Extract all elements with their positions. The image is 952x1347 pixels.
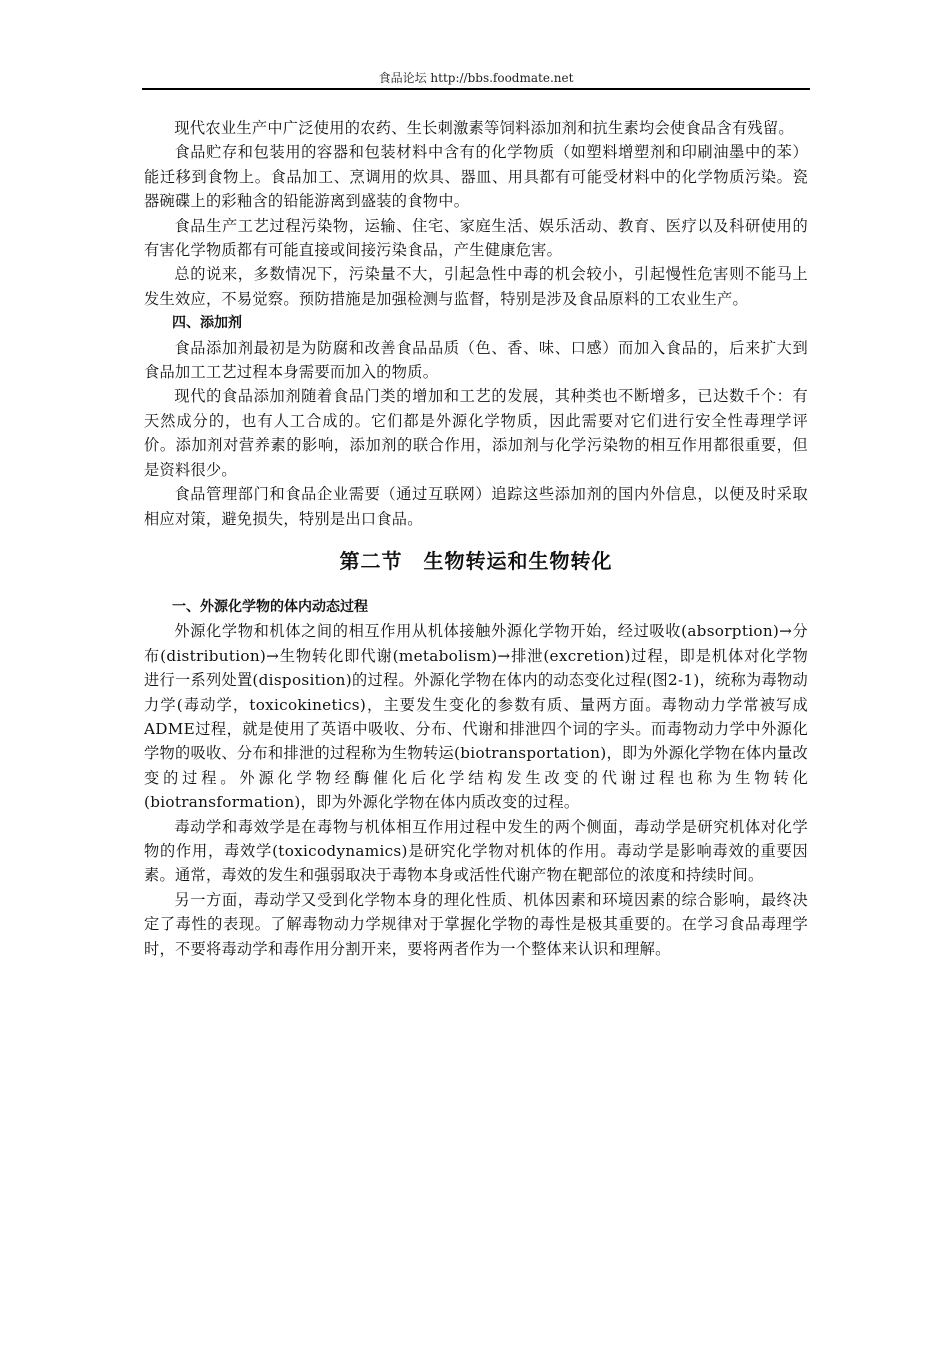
header-divider xyxy=(142,88,810,90)
paragraph-additives-modern: 现代的食品添加剂随着食品门类的增加和工艺的发展，其种类也不断增多，已达数千个：有天然成分的，也有人工合成的。它们都是外源化学物质，因此需要对它们进行安全性毒理学评价。添加剂对营养素的影响，添加剂的联合作用，添加剂与化学污染物的相互作用都很重要，但是资料很少。 xyxy=(144,387,808,479)
paragraph-toxicokinetics-toxicodynamics: 毒动学和毒效学是在毒物与机体相互作用过程中发生的两个侧面，毒动学是研究机体对化学物的作用，毒效学(toxicodynamics)是研究化学物对机体的作用。毒动学是影响毒效的重要因素。通常，毒效的发生和强弱取决于毒物本身或活性代谢产物在靶部位的浓度和持续时间。 xyxy=(144,817,808,885)
paragraph-additives-origin: 食品添加剂最初是为防腐和改善食品品质（色、香、味、口感）而加入食品的，后来扩大到食品加工工艺过程本身需要而加入的物质。 xyxy=(144,338,808,382)
heading-additives: 四、添加剂 xyxy=(172,315,242,332)
paragraph-packaging-migration: 食品贮存和包装用的容器和包装材料中含有的化学物质（如塑料增塑剂和印刷油墨中的苯）能迁移到食物上。食品加工、烹调用的炊具、器皿、用具都有可能受材料中的化学物质污染。瓷器碗碟上的彩釉含的铅能游离到盛装的食物中。 xyxy=(144,143,808,211)
heading-in-vivo-dynamics: 一、外源化学物的体内动态过程 xyxy=(172,598,368,615)
paragraph-additives-tracking: 食品管理部门和食品企业需要（通过互联网）追踪这些添加剂的国内外信息，以便及时采取相应对策，避免损失，特别是出口食品。 xyxy=(144,485,808,528)
document-body xyxy=(144,116,808,961)
paragraph-adme-process: 外源化学物和机体之间的相互作用从机体接触外源化学物开始，经过吸收(absorption)→分布(distribution)→生物转化即代谢(metabolism)→排泄(excretion)过程，即是机体对化学物进行一系列处置(disposition)的过程。外源化学物在体内的动态变化过程(图2-1)，统称为毒物动力学(毒动学，toxicokinetics)，主要发生变化的参数有质、量两方面。毒物动力学常被写成ADME过程，就是使用了英语中吸收、分布、代谢和排泄四个词的字头。而毒物动力学中外源化学物的吸收、分布和排泄的过程称为生物转运(biotransportation)，即为外源化学物在体内量改变的过程。外源化学物经酶催化后化学结构发生改变的代谢过程也称为生物转化(biotransformation)，即为外源化学物在体内质改变的过程。 xyxy=(144,622,808,812)
paragraph-industrial-pollutants: 食品生产工艺过程污染物，运输、住宅、家庭生活、娱乐活动、教育、医疗以及科研使用的有害化学物质都有可能直接或间接污染食品，产生健康危害。 xyxy=(144,216,808,260)
paragraph-integrated-understanding: 另一方面，毒动学又受到化学物本身的理化性质、机体因素和环境因素的综合影响，最终决定了毒性的表现。了解毒物动力学规律对于掌握化学物的毒性是极其重要的。在学习食品毒理学时，不要将毒动学和毒作用分割开来，要将两者作为一个整体来认识和理解。 xyxy=(144,890,808,958)
paragraph-pesticide-residue: 现代农业生产中广泛使用的农药、生长刺激素等饲料添加剂和抗生素均会使食品含有残留。 xyxy=(174,119,794,137)
page-header: 食品论坛 http://bbs.foodmate.net xyxy=(378,71,574,85)
paragraph-pollution-summary: 总的说来，多数情况下，污染量不大，引起急性中毒的机会较小，引起慢性危害则不能马上发生效应，不易觉察。预防措施是加强检测与监督，特别是涉及食品原料的工农业生产。 xyxy=(144,265,808,308)
section-title: 第二节 生物转运和生物转化 xyxy=(339,548,613,573)
